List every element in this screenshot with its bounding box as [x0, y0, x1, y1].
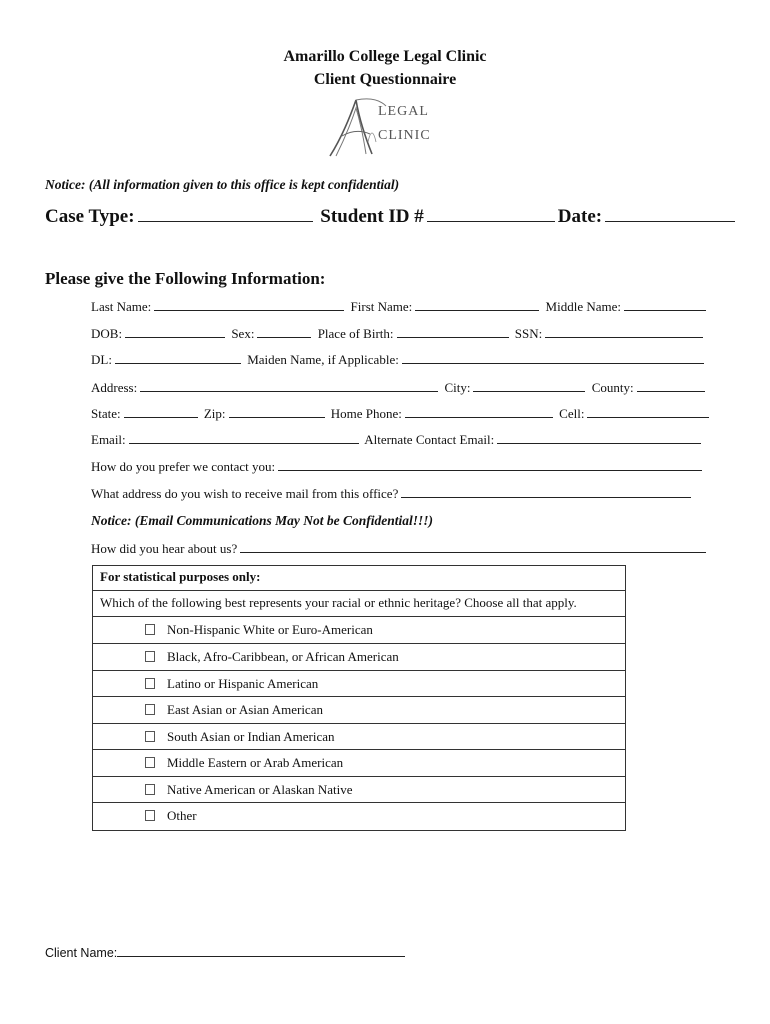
option-label: Black, Afro-Caribbean, or African American — [167, 649, 399, 664]
mail-address-row — [91, 486, 691, 502]
first-name-field[interactable] — [415, 299, 539, 311]
checkbox-icon[interactable] — [145, 704, 155, 715]
checkbox-icon[interactable] — [145, 810, 155, 821]
ssn-label: SSN: — [514, 326, 543, 341]
dl-label: DL: — [91, 352, 112, 367]
case-line — [45, 206, 738, 228]
option-row — [93, 724, 625, 750]
client-name-field[interactable] — [117, 944, 405, 957]
legal-clinic-logo — [326, 94, 446, 160]
option-row — [93, 777, 625, 803]
first-name-label: First Name: — [350, 299, 413, 314]
dob-field[interactable] — [125, 326, 225, 338]
option-row — [93, 617, 625, 644]
form-subtitle: Client Questionnaire — [313, 71, 457, 88]
county-field[interactable] — [637, 380, 705, 392]
maiden-name-field[interactable] — [402, 352, 704, 364]
case-type-field[interactable] — [138, 210, 313, 222]
email-notice: Notice: (Email Communications May Not be Confidential!!!) — [91, 513, 434, 528]
last-name-field[interactable] — [154, 299, 344, 311]
student-id-field[interactable] — [427, 210, 555, 222]
heard-about-row — [91, 541, 706, 557]
confidential-notice: Notice: (All information given to this office is kept confidential) — [45, 177, 400, 192]
email-field[interactable] — [129, 432, 359, 444]
place-of-birth-label: Place of Birth: — [317, 326, 394, 341]
dl-row — [91, 352, 704, 368]
option-label: Middle Eastern or Arab American — [167, 755, 344, 770]
middle-name-field[interactable] — [624, 299, 706, 311]
sex-field[interactable] — [257, 326, 311, 338]
statistics-heading-row — [93, 566, 625, 591]
checkbox-icon[interactable] — [145, 651, 155, 662]
date-field[interactable] — [605, 210, 735, 222]
option-row — [93, 803, 625, 830]
email-row — [91, 432, 701, 448]
cell-field[interactable] — [587, 406, 709, 418]
alt-email-field[interactable] — [497, 432, 701, 444]
dl-field[interactable] — [115, 352, 241, 364]
logo-text-legal: LEGAL — [378, 104, 429, 119]
address-row — [91, 380, 705, 396]
checkbox-icon[interactable] — [145, 731, 155, 742]
email-label: Email: — [91, 432, 126, 447]
logo-text-clinic: CLINIC — [378, 128, 431, 143]
contact-pref-field[interactable] — [278, 459, 702, 471]
dob-row — [91, 326, 703, 342]
form-title: Amarillo College Legal Clinic — [283, 48, 487, 65]
state-label: State: — [91, 406, 121, 421]
county-label: County: — [591, 380, 634, 395]
alt-email-label: Alternate Contact Email: — [364, 432, 495, 447]
student-id-label: Student ID # — [320, 206, 424, 227]
client-name-label: Client Name: — [45, 946, 118, 960]
ssn-field[interactable] — [545, 326, 703, 338]
dob-label: DOB: — [91, 326, 123, 341]
city-field[interactable] — [473, 380, 585, 392]
checkbox-icon[interactable] — [145, 784, 155, 795]
statistics-question: Which of the following best represents your racial or ethnic heritage? Choose all that apply. — [100, 595, 577, 610]
section-title: Please give the Following Information: — [45, 269, 326, 288]
option-label: Latino or Hispanic American — [167, 676, 319, 691]
city-label: City: — [444, 380, 471, 395]
client-name-row — [45, 944, 408, 960]
place-of-birth-field[interactable] — [397, 326, 509, 338]
last-name-label: Last Name: — [91, 299, 152, 314]
contact-pref-row — [91, 459, 702, 475]
cell-label: Cell: — [559, 406, 585, 421]
heard-about-field[interactable] — [240, 541, 706, 553]
option-row — [93, 671, 625, 697]
name-row — [91, 299, 706, 315]
statistics-heading: For statistical purposes only: — [100, 569, 261, 584]
zip-field[interactable] — [229, 406, 325, 418]
option-label: East Asian or Asian American — [167, 702, 323, 717]
contact-pref-label: How do you prefer we contact you: — [91, 459, 276, 474]
option-row — [93, 750, 625, 777]
option-label: Non-Hispanic White or Euro-American — [167, 622, 373, 637]
home-phone-label: Home Phone: — [330, 406, 402, 421]
option-label: South Asian or Indian American — [167, 729, 335, 744]
middle-name-label: Middle Name: — [545, 299, 622, 314]
checkbox-icon[interactable] — [145, 757, 155, 768]
home-phone-field[interactable] — [405, 406, 553, 418]
maiden-name-label: Maiden Name, if Applicable: — [247, 352, 399, 367]
option-row — [93, 644, 625, 671]
statistics-question-row — [93, 591, 625, 617]
heard-about-label: How did you hear about us? — [91, 541, 238, 556]
state-field[interactable] — [124, 406, 198, 418]
option-label: Native American or Alaskan Native — [167, 782, 353, 797]
sex-label: Sex: — [231, 326, 255, 341]
date-label: Date: — [557, 206, 603, 227]
state-row — [91, 406, 709, 422]
checkbox-icon[interactable] — [145, 624, 155, 635]
statistics-box — [92, 565, 626, 831]
address-label: Address: — [91, 380, 138, 395]
mail-address-field[interactable] — [401, 486, 691, 498]
case-type-label: Case Type: — [45, 206, 135, 227]
option-label: Other — [167, 808, 197, 823]
zip-label: Zip: — [203, 406, 226, 421]
address-field[interactable] — [140, 380, 438, 392]
option-row — [93, 697, 625, 724]
mail-address-label: What address do you wish to receive mail from this office? — [91, 486, 399, 501]
checkbox-icon[interactable] — [145, 678, 155, 689]
